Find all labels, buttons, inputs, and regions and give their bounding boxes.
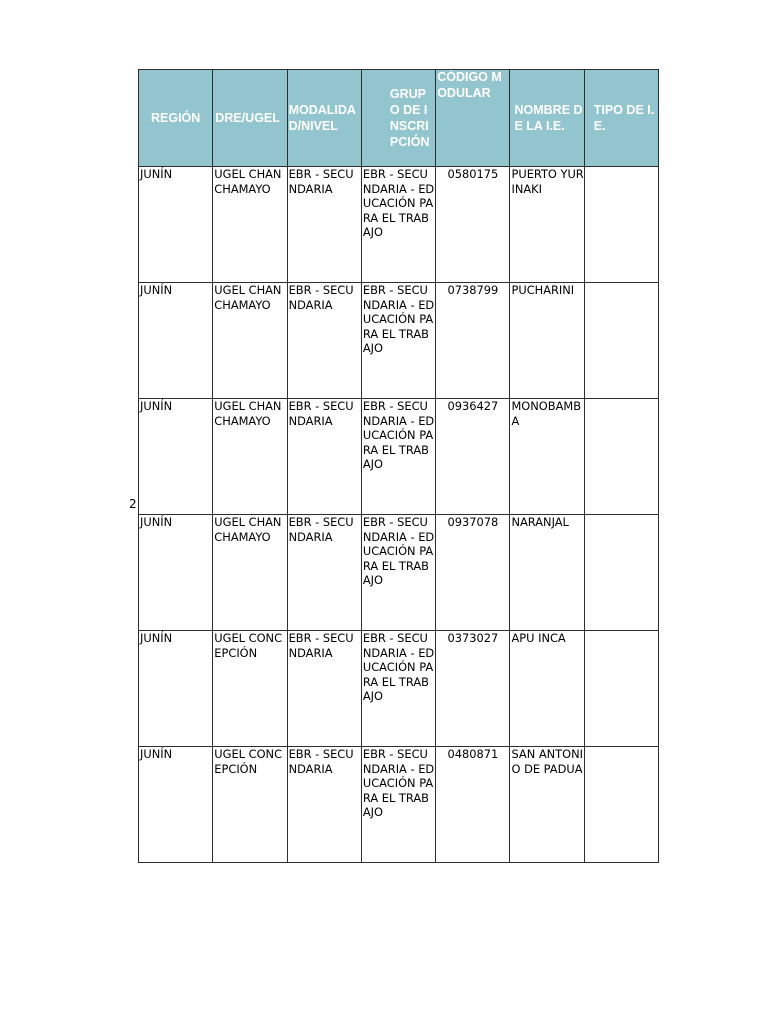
- cell-text: UGEL CHANCHAMAYO: [214, 399, 282, 428]
- cell-text: EBR - SECUNDARIA - EDUCACIÓN PARA EL TRABAJO: [362, 515, 435, 587]
- cell-grupo: [361, 631, 435, 747]
- cell-codigo: [436, 399, 510, 515]
- page-number: 2: [129, 497, 137, 511]
- cell-nombre: [510, 399, 584, 515]
- header-grupo: [361, 70, 435, 167]
- cell-text: JUNÍN: [140, 167, 173, 181]
- cell-nombre: [510, 167, 584, 283]
- cell-tipo: [584, 631, 658, 747]
- cell-text: 0937078: [447, 515, 499, 529]
- cell-dre-ugel: [213, 283, 287, 399]
- cell-text: JUNÍN: [140, 283, 173, 297]
- cell-dre-ugel: [213, 515, 287, 631]
- cell-text: APU INCA: [511, 631, 566, 645]
- cell-text: 0480871: [447, 747, 499, 761]
- header-region: [139, 70, 213, 167]
- cell-modalidad: [287, 167, 361, 283]
- header-nombre: [510, 70, 584, 167]
- cell-text: SAN ANTONIO DE PADUA: [511, 747, 583, 776]
- header-codigo: [436, 70, 510, 167]
- cell-text: JUNÍN: [140, 747, 173, 761]
- cell-nombre: [510, 515, 584, 631]
- cell-text: EBR - SECUNDARIA: [288, 283, 354, 312]
- table-row: [139, 747, 659, 863]
- cell-text: JUNÍN: [140, 399, 173, 413]
- header-dre-ugel-label: DRE/UGEL: [215, 111, 280, 125]
- cell-text: EBR - SECUNDARIA - EDUCACIÓN PARA EL TRABAJO: [362, 747, 435, 819]
- cell-text: PUCHARINI: [511, 283, 575, 297]
- cell-text: NARANJAL: [511, 515, 569, 529]
- cell-codigo: [436, 747, 510, 863]
- cell-text: JUNÍN: [140, 631, 173, 645]
- cell-text: UGEL CHANCHAMAYO: [214, 167, 282, 196]
- cell-grupo: [361, 167, 435, 283]
- cell-text: MONOBAMBA: [511, 399, 582, 428]
- cell-region: [139, 399, 213, 515]
- header-tipo-label: TIPO DE I.E.: [593, 103, 655, 133]
- cell-tipo: [584, 399, 658, 515]
- table-row: [139, 515, 659, 631]
- cell-modalidad: [287, 747, 361, 863]
- cell-nombre: [510, 631, 584, 747]
- cell-text: EBR - SECUNDARIA - EDUCACIÓN PARA EL TRABAJO: [362, 399, 435, 471]
- cell-codigo: [436, 631, 510, 747]
- cell-grupo: [361, 515, 435, 631]
- institutions-table: [138, 69, 659, 863]
- header-nombre-label: NOMBRE DE LA I.E.: [514, 103, 583, 133]
- table-header-row: [139, 70, 659, 167]
- cell-dre-ugel: [213, 631, 287, 747]
- cell-text: UGEL CHANCHAMAYO: [214, 283, 282, 312]
- cell-text: EBR - SECUNDARIA: [288, 167, 354, 196]
- header-modalidad-label: MODALIDAD/NIVEL: [288, 103, 356, 133]
- cell-nombre: [510, 283, 584, 399]
- table-row: [139, 631, 659, 747]
- cell-text: UGEL CONCEPCIÓN: [214, 631, 283, 660]
- table-row: [139, 167, 659, 283]
- table-row: [139, 283, 659, 399]
- cell-region: [139, 747, 213, 863]
- cell-text: EBR - SECUNDARIA: [288, 515, 354, 544]
- cell-region: [139, 167, 213, 283]
- cell-tipo: [584, 515, 658, 631]
- cell-text: 0738799: [447, 283, 499, 297]
- cell-text: UGEL CHANCHAMAYO: [214, 515, 282, 544]
- cell-dre-ugel: [213, 747, 287, 863]
- header-tipo: [584, 70, 658, 167]
- cell-region: [139, 515, 213, 631]
- cell-grupo: [361, 283, 435, 399]
- cell-text: UGEL CONCEPCIÓN: [214, 747, 283, 776]
- header-codigo-label: CÓDIGO MODULAR: [437, 70, 502, 100]
- cell-nombre: [510, 747, 584, 863]
- cell-text: JUNÍN: [140, 515, 173, 529]
- table-row: [139, 399, 659, 515]
- cell-modalidad: [287, 399, 361, 515]
- cell-grupo: [361, 399, 435, 515]
- header-dre-ugel: [213, 70, 287, 167]
- cell-grupo: [361, 747, 435, 863]
- cell-region: [139, 283, 213, 399]
- cell-dre-ugel: [213, 399, 287, 515]
- cell-modalidad: [287, 515, 361, 631]
- cell-text: EBR - SECUNDARIA - EDUCACIÓN PARA EL TRABAJO: [362, 631, 435, 703]
- cell-modalidad: [287, 283, 361, 399]
- cell-codigo: [436, 167, 510, 283]
- cell-text: 0373027: [447, 631, 499, 645]
- header-grupo-label: GRUPO DE INSCRIPCIÓN: [389, 87, 430, 149]
- cell-tipo: [584, 167, 658, 283]
- cell-region: [139, 631, 213, 747]
- cell-text: 0936427: [447, 399, 499, 413]
- cell-text: EBR - SECUNDARIA: [288, 747, 354, 776]
- header-modalidad: [287, 70, 361, 167]
- cell-codigo: [436, 283, 510, 399]
- cell-text: EBR - SECUNDARIA: [288, 399, 354, 428]
- cell-text: EBR - SECUNDARIA - EDUCACIÓN PARA EL TRABAJO: [362, 283, 435, 355]
- cell-text: EBR - SECUNDARIA - EDUCACIÓN PARA EL TRABAJO: [362, 167, 435, 239]
- header-region-label: REGIÓN: [150, 111, 201, 125]
- cell-modalidad: [287, 631, 361, 747]
- cell-tipo: [584, 747, 658, 863]
- cell-dre-ugel: [213, 167, 287, 283]
- cell-codigo: [436, 515, 510, 631]
- cell-text: EBR - SECUNDARIA: [288, 631, 354, 660]
- cell-text: PUERTO YURINAKI: [511, 167, 584, 196]
- cell-text: 0580175: [447, 167, 499, 181]
- cell-tipo: [584, 283, 658, 399]
